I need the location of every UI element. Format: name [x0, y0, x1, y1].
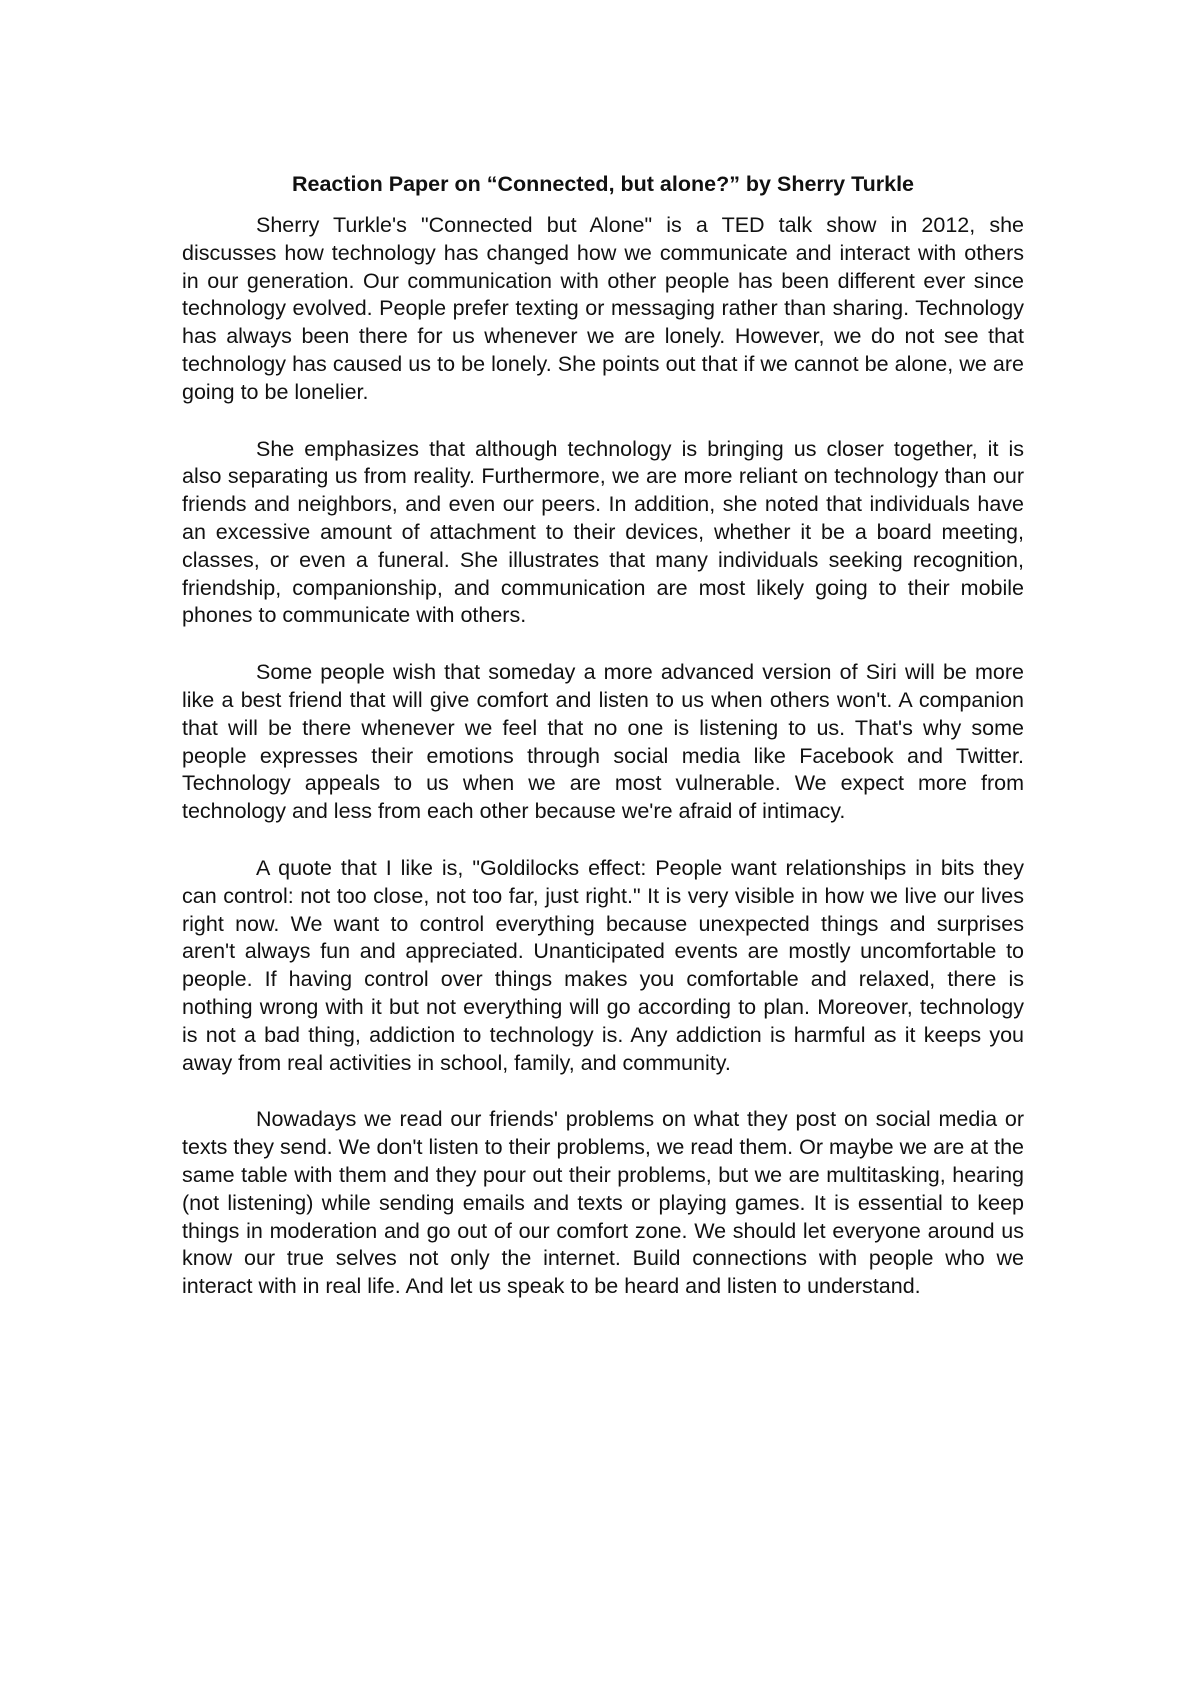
document-page	[182, 170, 1024, 1330]
paragraph-4: A quote that I like is, "Goldilocks effect: People want relationships in bits they can control: not too close, not too far, just right." It is very visible in how we live our lives right now. We want to control everything because unexpected things and surprises aren't always fun and appreciated. Unanticipated events are mostly uncomfortable to people. If having control over things makes you comfortable and relaxed, there is nothing wrong with it but not everything will go according to plan. Moreover, technology is not a bad thing, addiction to technology is. Any addiction is harmful as it keeps you away from real activities in school, family, and community.	[182, 855, 1024, 1075]
paragraph-5: Nowadays we read our friends' problems on what they post on social media or texts they send. We don't listen to their problems, we read them. Or maybe we are at the same table with them and they pour out their problems, but we are multitasking, hearing (not listening) while sending emails and texts or playing games. It is essential to keep things in moderation and go out of our comfort zone. We should let everyone around us know our true selves not only the internet. Build connections with people who we interact with in real life. And let us speak to be heard and listen to understand.	[182, 1107, 1024, 1299]
paragraph-1: Sherry Turkle's "Connected but Alone" is a TED talk show in 2012, she discusses how technology has changed how we communicate and interact with others in our generation. Our communication with other people has been different ever since technology evolved. People prefer texting or messaging rather than sharing. Technology has always been there for us whenever we are lonely. However, we do not see that technology has caused us to be lonely. She points out that if we cannot be alone, we are going to be lonelier.	[182, 213, 1024, 404]
paragraph-3: Some people wish that someday a more advanced version of Siri will be more like a best friend that will give comfort and listen to us when others won't. A companion that will be there whenever we feel that no one is listening to us. That's why some people expresses their emotions through social media like Facebook and Twitter. Technology appeals to us when we are most vulnerable. We expect more from technology and less from each other because we're afraid of intimacy.	[182, 660, 1024, 824]
document-title: Reaction Paper on “Connected, but alone?” by Sherry Turkle	[291, 172, 915, 196]
paragraph-2: She emphasizes that although technology is bringing us closer together, it is also separating us from reality. Furthermore, we are more reliant on technology than our friends and neighbors, and even our peers. In addition, she noted that individuals have an excessive amount of attachment to their devices, whether it be a board meeting, classes, or even a funeral. She illustrates that many individuals seeking recognition, friendship, companionship, and communication are most likely going to their mobile phones to communicate with others.	[182, 436, 1024, 628]
